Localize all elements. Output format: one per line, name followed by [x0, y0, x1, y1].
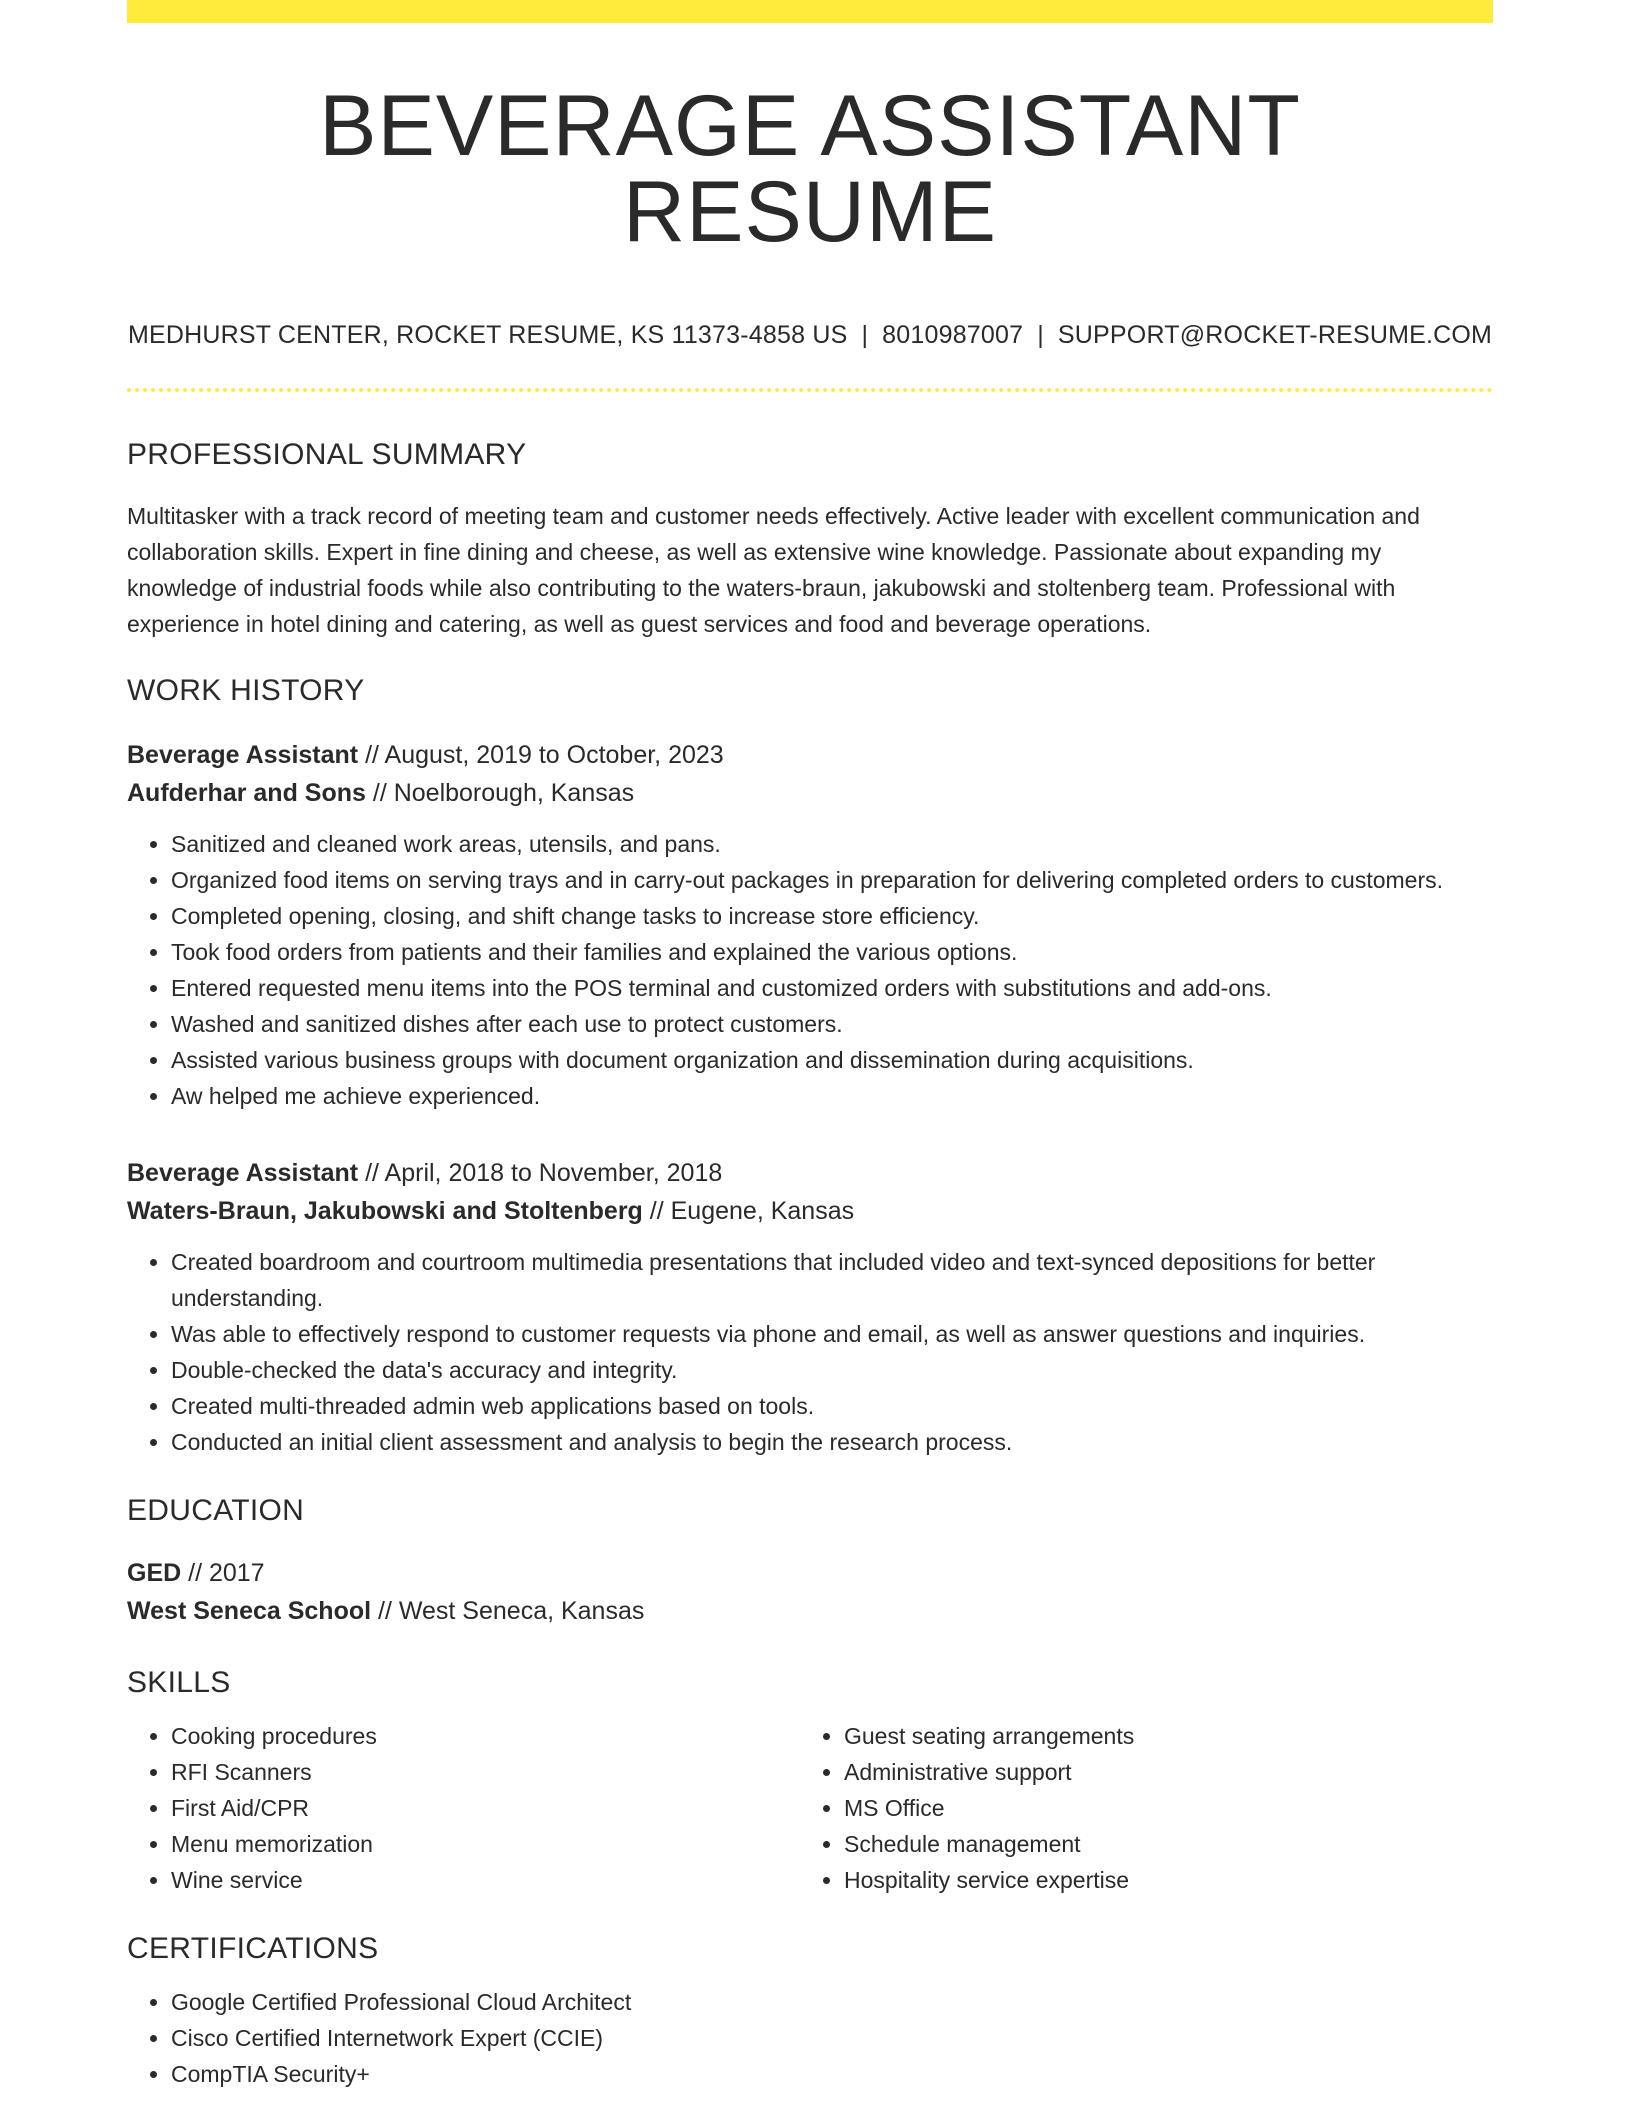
top-accent-bar — [127, 0, 1493, 23]
list-item: • Created multi-threaded admin web applications based on tools. — [171, 1388, 1493, 1424]
job-title: Beverage Assistant — [127, 741, 359, 769]
contact-separator: | — [1037, 321, 1044, 349]
education-year: // 2017 — [181, 1559, 265, 1587]
header-divider — [127, 388, 1493, 392]
contact-address: MEDHURST CENTER, ROCKET RESUME, KS 11373-4858 US — [127, 321, 848, 349]
job-location: // Eugene, Kansas — [642, 1197, 855, 1225]
list-item: • Hospitality service expertise — [844, 1862, 1473, 1898]
list-item: • Google Certified Professional Cloud Architect — [171, 1984, 1493, 2020]
skills-left-column — [127, 1718, 800, 1898]
certifications-list — [127, 1984, 1493, 2092]
education-heading: EDUCATION — [127, 1494, 305, 1527]
skills-grid — [127, 1718, 1493, 1898]
skills-heading: SKILLS — [127, 1666, 231, 1699]
list-item: • Wine service — [171, 1862, 800, 1898]
job-entry — [127, 736, 1493, 1114]
list-item: • Washed and sanitized dishes after each use to protect customers. — [171, 1006, 1493, 1042]
education-school: West Seneca School — [127, 1597, 372, 1625]
job-company-line — [127, 774, 1493, 812]
education-entry — [127, 1554, 1493, 1630]
list-item: • Assisted various business groups with document organization and dissemination during acquisitions. — [171, 1042, 1493, 1078]
education-degree-line — [127, 1554, 1493, 1592]
list-item: • Took food orders from patients and their families and explained the various options. — [171, 934, 1493, 970]
contact-separator: | — [861, 321, 869, 349]
list-item: • CompTIA Security+ — [171, 2056, 1493, 2092]
contact-email: SUPPORT@ROCKET-RESUME.COM — [1057, 321, 1493, 349]
job-dates: // April, 2018 to November, 2018 — [358, 1159, 723, 1187]
contact-phone: 8010987007 — [882, 321, 1024, 349]
job-company: Waters-Braun, Jakubowski and Stoltenberg — [127, 1197, 643, 1225]
list-item: • Aw helped me achieve experienced. — [171, 1078, 1493, 1114]
job-dates: // August, 2019 to October, 2023 — [358, 741, 724, 769]
contact-line — [127, 321, 1493, 350]
list-item: • Completed opening, closing, and shift change tasks to increase store efficiency. — [171, 898, 1493, 934]
list-item: • MS Office — [844, 1790, 1473, 1826]
summary-text: Multitasker with a track record of meeting team and customer needs effectively. Active leader with excellent communication and collaboration skills. Expert in fine dining and cheese, as well as extensive wine knowledge. Passionate about expanding my knowledge of industrial foods while also contributing to the waters-braun, jakubowski and stoltenberg team. Professional with experience in hotel dining and catering, as well as guest services and food and beverage operations. — [127, 503, 1420, 637]
list-item: • Entered requested menu items into the POS terminal and customized orders with substitutions and add-ons. — [171, 970, 1493, 1006]
list-item: • Schedule management — [844, 1826, 1473, 1862]
education-degree: GED — [127, 1559, 182, 1587]
skills-right-column — [800, 1718, 1473, 1898]
job-title: Beverage Assistant — [127, 1159, 359, 1187]
list-item: • Menu memorization — [171, 1826, 800, 1862]
list-item: • Administrative support — [844, 1754, 1473, 1790]
list-item: • Organized food items on serving trays and in carry-out packages in preparation for delivering completed orders to customers. — [171, 862, 1493, 898]
list-item: • Double-checked the data's accuracy and integrity. — [171, 1352, 1493, 1388]
list-item: • Created boardroom and courtroom multimedia presentations that included video and text-synced depositions for better understanding. — [171, 1244, 1493, 1316]
job-company: Aufderhar and Sons — [127, 779, 366, 807]
job-entry — [127, 1154, 1493, 1460]
list-item: • Cooking procedures — [171, 1718, 800, 1754]
job-title-line — [127, 1154, 1493, 1192]
job-location: // Noelborough, Kansas — [365, 779, 635, 807]
work-history-heading: WORK HISTORY — [127, 674, 365, 707]
list-item: • Conducted an initial client assessment and analysis to begin the research process. — [171, 1424, 1493, 1460]
education-school-line — [127, 1592, 1493, 1630]
list-item: • Sanitized and cleaned work areas, utensils, and pans. — [171, 826, 1493, 862]
job-title-line — [127, 736, 1493, 774]
certifications-heading: CERTIFICATIONS — [127, 1932, 379, 1965]
job-bullets — [127, 826, 1493, 1114]
list-item: • Was able to effectively respond to customer requests via phone and email, as well as answer questions and inquiries. — [171, 1316, 1493, 1352]
summary-heading: PROFESSIONAL SUMMARY — [127, 438, 527, 471]
resume-title: BEVERAGE ASSISTANT RESUME — [319, 78, 1301, 260]
job-bullets — [127, 1244, 1493, 1460]
education-location: // West Seneca, Kansas — [371, 1597, 645, 1625]
job-company-line — [127, 1192, 1493, 1230]
list-item: • Guest seating arrangements — [844, 1718, 1473, 1754]
list-item: • First Aid/CPR — [171, 1790, 800, 1826]
list-item: • Cisco Certified Internetwork Expert (CCIE) — [171, 2020, 1493, 2056]
list-item: • RFI Scanners — [171, 1754, 800, 1790]
resume-page — [127, 0, 1493, 2092]
